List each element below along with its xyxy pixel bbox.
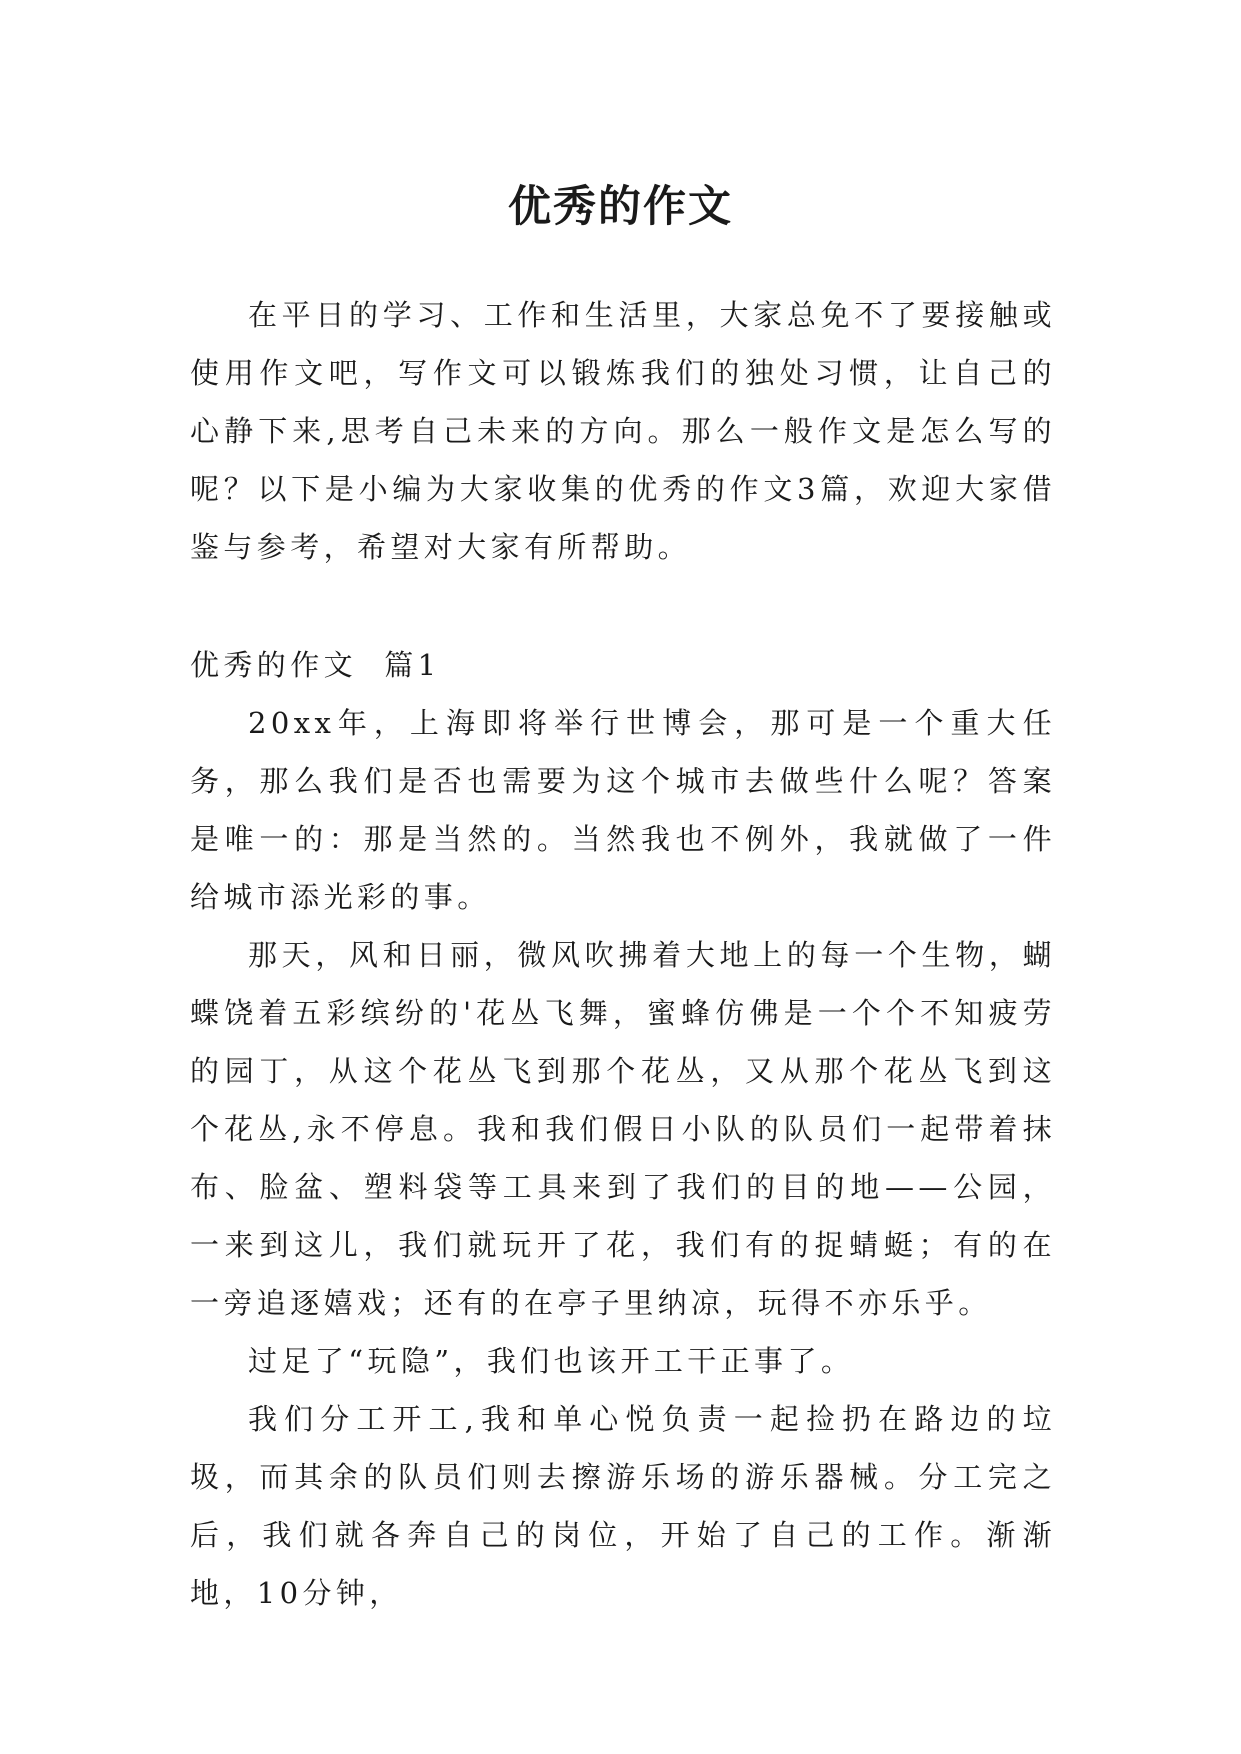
intro-paragraph: 在平日的学习、工作和生活里，大家总免不了要接触或使用作文吧，写作文可以锻炼我们的独处习惯，让自己的心静下来,思考自己未来的方向。那么一般作文是怎么写的呢？以下是小编为大家收集的优秀的作文3篇，欢迎大家借鉴与参考，希望对大家有所帮助。 xyxy=(190,298,1056,564)
paragraph-4: 我们分工开工,我和单心悦负责一起捡扔在路边的垃圾，而其余的队员们则去擦游乐场的游乐器械。分工完之后，我们就各奔自己的岗位，开始了自己的工作。渐渐地，10分钟， xyxy=(190,1402,1056,1610)
intro-section xyxy=(190,286,1056,576)
essay-section-1 xyxy=(190,636,1056,1622)
paragraph-1: 20xx年，上海即将举行世博会，那可是一个重大任务，那么我们是否也需要为这个城市去做些什么呢？答案是唯一的：那是当然的。当然我也不例外，我就做了一件给城市添光彩的事。 xyxy=(190,706,1056,914)
paragraph-3: 过足了“玩隐”，我们也该开工干正事了。 xyxy=(248,1344,855,1378)
section-heading: 优秀的作文 篇1 xyxy=(190,648,441,682)
paragraph-2: 那天，风和日丽，微风吹拂着大地上的每一个生物，蝴蝶饶着五彩缤纷的'花丛飞舞，蜜蜂仿佛是一个个不知疲劳的园丁，从这个花丛飞到那个花丛，又从那个花丛飞到这个花丛,永不停息。我和我们假日小队的队员们一起带着抹布、脸盆、塑料袋等工具来到了我们的目的地——公园，一来到这儿，我们就玩开了花，我们有的捉蜻蜓；有的在一旁追逐嬉戏；还有的在亭子里纳凉，玩得不亦乐乎。 xyxy=(190,938,1056,1320)
document-title: 优秀的作文 xyxy=(508,181,733,232)
